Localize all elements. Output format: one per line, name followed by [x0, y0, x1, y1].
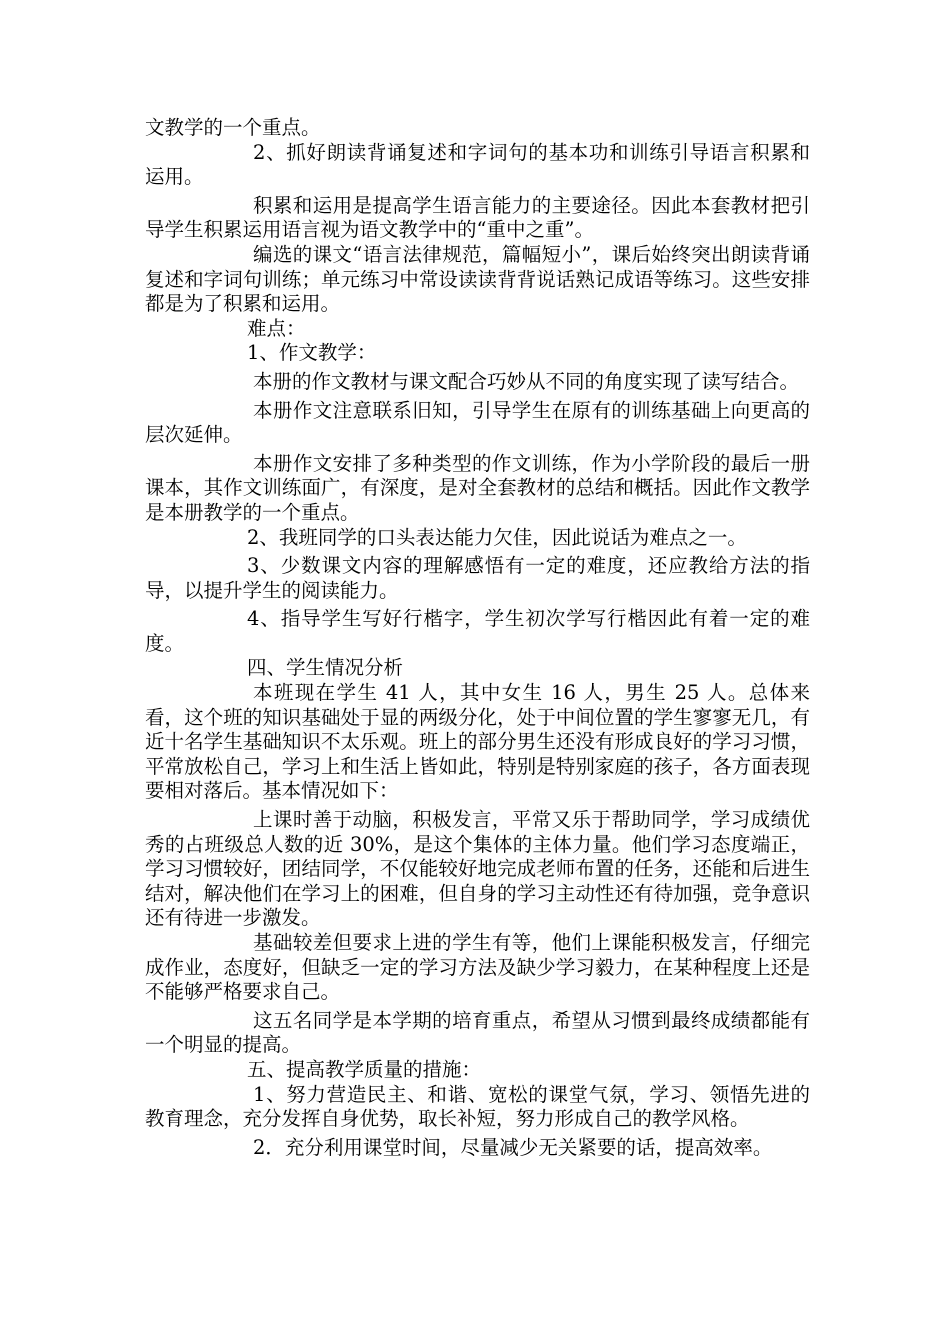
- paragraph-composition-material: 本册的作文教材与课文配合巧妙从不同的角度实现了读写结合。: [253, 369, 800, 393]
- paragraph-class-overview: 本班现在学生 41 人，其中女生 16 人，男生 25 人。总体来看，这个班的知识基础处于显的两级分化，处于中间位置的学生寥寥无几，有近十名学生基础知识不太乐观。班上的部分男生还没有形成良好的学习习惯，平常放松自己，学习上和生活上皆如此，特别是特别家庭的孩子，各方面表现要相对落后。基本情况如下：: [145, 681, 810, 803]
- paragraph-selected-texts: 编选的课文“语言法律规范，篇幅短小”，课后始终突出朗读背诵复述和字词句训练；单元练习中常设读读背背说话熟记成语等练习。这些安排都是为了积累和运用。: [145, 242, 810, 316]
- paragraph-point-2: 2、抓好朗读背诵复述和字词句的基本功和训练引导语言积累和运用。: [145, 140, 810, 189]
- document-body: [145, 116, 810, 1160]
- paragraph-continued: 文教学的一个重点。: [145, 116, 321, 139]
- heading-difficulties: 难点：: [247, 316, 306, 340]
- paragraph-composition-types: 本册作文安排了多种类型的作文训练，作为小学阶段的最后一册课本，其作文训练面广，有深度，是对全套教材的总结和概括。因此作文教学是本册教学的一个重点。: [145, 451, 810, 524]
- paragraph-accumulation: 积累和运用是提高学生语言能力的主要途径。因此本套教材把引导学生积累运用语言视为语文教学中的“重中之重”。: [145, 193, 810, 242]
- paragraph-measure-2: 2．充分利用课堂时间，尽量减少无关紧要的话，提高效率。: [253, 1135, 773, 1159]
- paragraph-top-students: 上课时善于动脑，积极发言，平常又乐于帮助同学，学习成绩优秀的占班级总人数的近 30%，是这个集体的主体力量。他们学习态度端正，学习习惯较好，团结同学，不仅能较好地完成老师布置的任务，还能和后进生结对，解决他们在学习上的困难，但自身的学习主动性还有待加强，竞争意识还有待进一步激发。: [145, 808, 810, 930]
- paragraph-difficulty-2: 2、我班同学的口头表达能力欠佳，因此说话为难点之一。: [247, 525, 747, 549]
- paragraph-composition-extension: 本册作文注意联系旧知，引导学生在原有的训练基础上向更高的层次延伸。: [145, 398, 810, 447]
- heading-composition-teaching: 1、作文教学：: [247, 341, 377, 365]
- paragraph-difficulty-3: 3、少数课文内容的理解感悟有一定的难度，还应教给方法的指导，以提升学生的阅读能力。: [145, 554, 810, 602]
- paragraph-weaker-students: 基础较差但要求上进的学生有等，他们上课能积极发言，仔细完成作业，态度好，但缺乏一定的学习方法及缺少学习毅力，在某种程度上还是不能够严格要求自己。: [145, 931, 810, 1004]
- heading-student-analysis: 四、学生情况分析: [247, 656, 404, 680]
- paragraph-difficulty-4: 4、指导学生写好行楷字，学生初次学写行楷因此有着一定的难度。: [145, 607, 810, 655]
- paragraph-focus-students: 这五名同学是本学期的培育重点，希望从习惯到最终成绩都能有一个明显的提高。: [145, 1008, 810, 1057]
- paragraph-measure-1: 1、努力营造民主、和谐、宽松的课堂气氛，学习、领悟先进的教育理念，充分发挥自身优势，取长补短，努力形成自己的教学风格。: [145, 1082, 810, 1131]
- heading-quality-measures: 五、提高教学质量的措施：: [247, 1057, 482, 1081]
